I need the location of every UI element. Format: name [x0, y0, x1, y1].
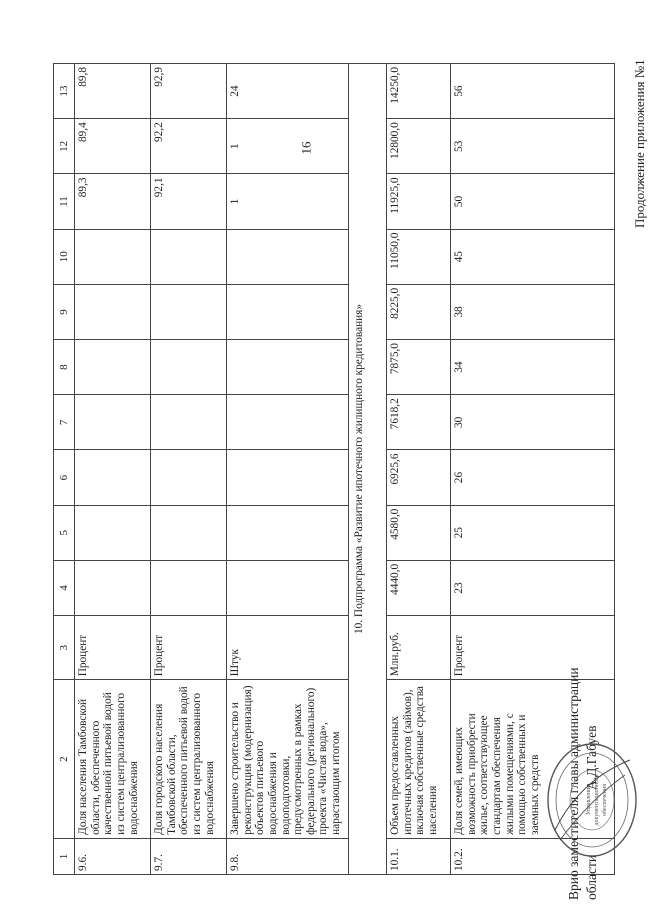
value-cell: 53	[450, 119, 614, 174]
row-number: 9.6.	[75, 838, 151, 874]
value-cell: 8225,0	[386, 284, 450, 339]
value-cell: 1	[227, 174, 349, 229]
value-cell: 89,4	[75, 119, 151, 174]
value-cell: 7618,2	[386, 395, 450, 450]
value-cell	[227, 395, 349, 450]
value-cell: 26	[450, 450, 614, 505]
value-cell: 25	[450, 505, 614, 560]
official-seal-icon	[540, 740, 640, 860]
indicators-table-container	[53, 63, 615, 875]
row-number: 9.8.	[227, 838, 349, 874]
value-cell	[227, 505, 349, 560]
col-header: 1	[54, 838, 75, 874]
value-cell: 24	[227, 64, 349, 119]
col-header: 4	[54, 560, 75, 615]
value-cell	[75, 505, 151, 560]
value-cell: 92,1	[151, 174, 227, 229]
value-cell: 38	[450, 284, 614, 339]
col-header: 11	[54, 174, 75, 229]
value-cell	[227, 450, 349, 505]
value-cell: 89,8	[75, 64, 151, 119]
value-cell	[151, 340, 227, 395]
value-cell	[75, 450, 151, 505]
value-cell: 34	[450, 340, 614, 395]
value-cell: 6925,6	[386, 450, 450, 505]
col-header: 10	[54, 229, 75, 284]
value-cell: 50	[450, 174, 614, 229]
col-header: 9	[54, 284, 75, 339]
value-cell	[75, 229, 151, 284]
indicator-name: Доля населения Тамбовской области, обеспеченного качественной питьевой водой из систем централизованного водоснабжения	[75, 680, 151, 839]
value-cell: 92,2	[151, 119, 227, 174]
unit-cell: Процент	[151, 616, 227, 680]
value-cell	[227, 229, 349, 284]
table-row	[151, 64, 227, 875]
col-header: 8	[54, 340, 75, 395]
value-cell: 92,9	[151, 64, 227, 119]
header-row	[54, 64, 75, 875]
indicators-table	[53, 63, 615, 875]
table-row	[386, 64, 450, 875]
value-cell: 1	[227, 119, 349, 174]
value-cell: 56	[450, 64, 614, 119]
unit-cell: Штук	[227, 616, 349, 680]
col-header: 13	[54, 64, 75, 119]
value-cell: 11050,0	[386, 229, 450, 284]
value-cell: 14250,0	[386, 64, 450, 119]
value-cell	[151, 505, 227, 560]
row-number: 10.2.	[450, 838, 614, 874]
col-header: 12	[54, 119, 75, 174]
signature-name: А.Д.Габуев	[584, 725, 599, 790]
row-number: 10.1.	[386, 838, 450, 874]
value-cell: 11925,0	[386, 174, 450, 229]
value-cell	[151, 229, 227, 284]
col-header: 5	[54, 505, 75, 560]
value-cell	[75, 284, 151, 339]
unit-cell: Млн.руб.	[386, 616, 450, 680]
section-title: 10. Подпрограмма «Развитие ипотечного жилищного кредитования»	[349, 64, 387, 875]
value-cell	[75, 340, 151, 395]
row-number: 9.7.	[151, 838, 227, 874]
svg-text:Управление: Управление	[586, 784, 592, 816]
value-cell	[151, 395, 227, 450]
svg-text:документационного: документационного	[594, 774, 600, 826]
section-row	[349, 64, 387, 875]
appendix-note: Продолжение приложения №1	[632, 59, 647, 228]
indicator-name: Завершено строительство и реконструкция (модернизация) объектов питьевого водоснабжения и водоподготовки, предусмотренных в рамках федерального (регионального) проекта «Чистая вода», нарастающим итогом	[227, 680, 349, 839]
value-cell: 45	[450, 229, 614, 284]
value-cell	[151, 284, 227, 339]
signature-line2: области	[584, 854, 599, 900]
value-cell	[151, 560, 227, 615]
col-header: 7	[54, 395, 75, 450]
indicator-name: Доля семей, имеющих возможность приобрести жилье, соответствующее стандартам обеспечения жилыми помещениями, с помощью собственных и заемных средств	[450, 680, 614, 839]
value-cell: 30	[450, 395, 614, 450]
value-cell	[227, 284, 349, 339]
value-cell	[227, 560, 349, 615]
unit-cell: Процент	[75, 616, 151, 680]
col-header: 3	[54, 616, 75, 680]
value-cell: 12800,0	[386, 119, 450, 174]
value-cell	[75, 560, 151, 615]
value-cell: 7875,0	[386, 340, 450, 395]
indicator-name: Доля городского населения Тамбовской области, обеспеченного питьевой водой из систем централизованного водоснабжения	[151, 680, 227, 839]
svg-text:обеспечения: обеспечения	[602, 783, 608, 817]
value-cell: 23	[450, 560, 614, 615]
table-row	[227, 64, 349, 875]
unit-cell: Процент	[450, 616, 614, 680]
value-cell	[151, 450, 227, 505]
table-row	[75, 64, 151, 875]
signature-line1: Врио заместителя главы администрации	[566, 667, 581, 900]
col-header: 2	[54, 680, 75, 839]
value-cell: 4580,0	[386, 505, 450, 560]
page-number: 16	[298, 141, 314, 155]
indicator-name: Объем предоставленных ипотечных кредитов (займов), включая собственные средства населения	[386, 680, 450, 839]
value-cell	[227, 340, 349, 395]
value-cell	[75, 395, 151, 450]
value-cell: 4440,0	[386, 560, 450, 615]
value-cell: 89,3	[75, 174, 151, 229]
col-header: 6	[54, 450, 75, 505]
